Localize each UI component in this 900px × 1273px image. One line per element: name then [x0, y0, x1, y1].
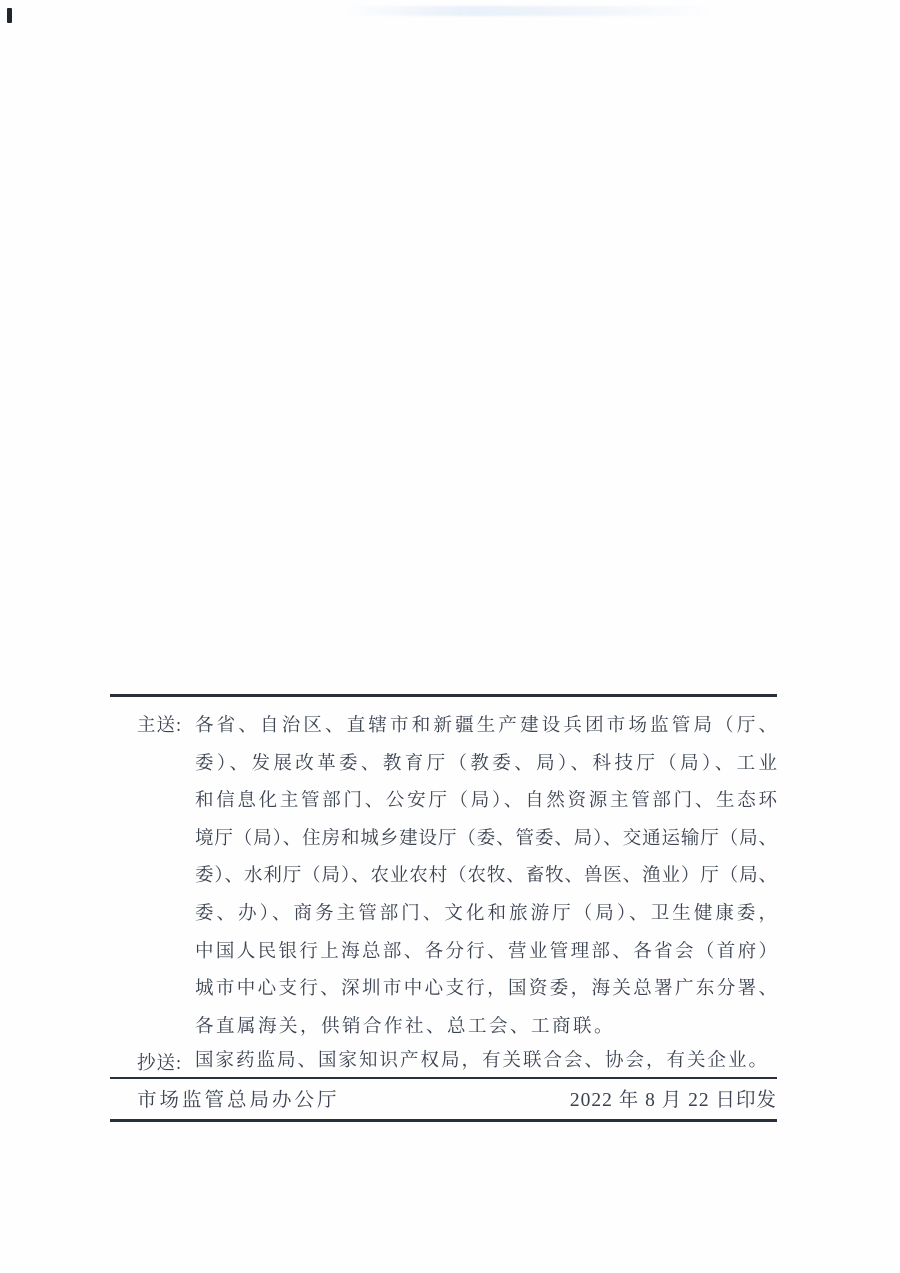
main-recipients-block: [137, 708, 777, 1046]
recipients-line: 和信息化主管部门、公安厅（局）、自然资源主管部门、生态环: [195, 791, 777, 812]
separator-rule-bottom: [110, 1119, 777, 1122]
print-date: 2022 年 8 月 22 日印发: [569, 1090, 777, 1111]
scan-artifact-corner-mark: [7, 8, 12, 23]
scan-artifact-smudge: [340, 6, 720, 16]
separator-rule-middle: [110, 1077, 777, 1079]
recipients-line: 委）、水利厅（局）、农业农村（农牧、畜牧、兽医、渔业）厅（局、: [195, 866, 777, 887]
issuing-office: 市场监管总局办公厅: [137, 1090, 340, 1111]
recipients-line: 境厅（局）、住房和城乡建设厅（委、管委、局）、交通运输厅（局、: [195, 828, 777, 849]
recipients-line: 各直属海关，供销合作社、总工会、工商联。: [195, 1016, 616, 1037]
recipients-line: 中国人民银行上海总部、各分行、营业管理部、各省会（首府）: [195, 941, 777, 962]
recipients-line: 委、办）、商务主管部门、文化和旅游厅（局）、卫生健康委，: [195, 903, 777, 924]
main-recipients-label: 主送:: [137, 716, 183, 736]
recipients-line: 委）、发展改革委、教育厅（教委、局）、科技厅（局）、工业: [195, 753, 777, 774]
recipients-line: 城市中心支行、深圳市中心支行，国资委，海关总署广东分署、: [195, 979, 777, 1000]
colophon-row: [137, 1088, 777, 1114]
recipients-line: 各省、自治区、直辖市和新疆生产建设兵团市场监管局（厅、: [195, 716, 777, 736]
separator-rule-top: [110, 694, 777, 697]
cc-recipients-label: 抄送:: [137, 1054, 183, 1074]
cc-recipients-text: 国家药监局、国家知识产权局，有关联合会、协会，有关企业。: [195, 1051, 770, 1071]
main-recipients-text: [195, 708, 777, 1046]
